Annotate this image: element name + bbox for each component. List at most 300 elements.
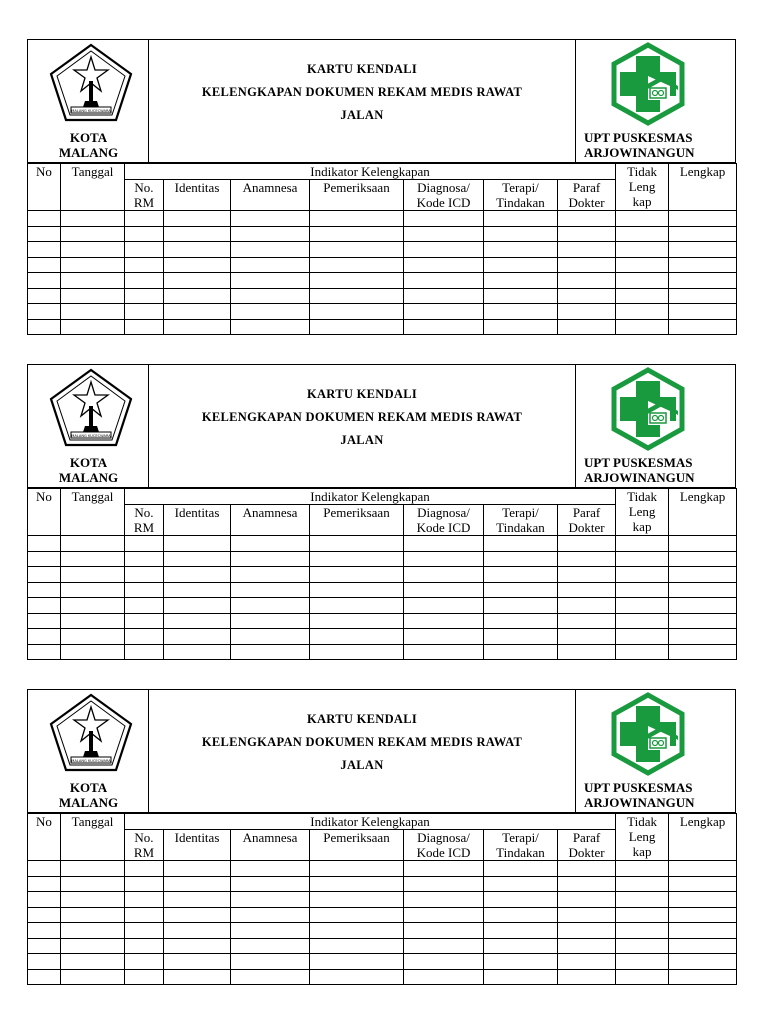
- table-cell[interactable]: [28, 876, 61, 892]
- table-cell[interactable]: [558, 644, 616, 660]
- table-cell[interactable]: [310, 567, 404, 583]
- table-cell[interactable]: [404, 242, 484, 258]
- terapi-line2: Tindakan: [496, 520, 545, 535]
- table-cell[interactable]: [404, 629, 484, 645]
- table-cell[interactable]: [484, 598, 558, 614]
- table-cell[interactable]: [669, 257, 737, 273]
- table-cell[interactable]: [231, 304, 310, 320]
- table-cell[interactable]: [164, 861, 231, 877]
- table-cell[interactable]: [558, 551, 616, 567]
- table-cell[interactable]: [231, 923, 310, 939]
- table-cell[interactable]: [484, 273, 558, 289]
- table-cell[interactable]: [61, 257, 125, 273]
- table-cell[interactable]: [669, 567, 737, 583]
- emblem-text: MALANG KUCECWARA: [71, 759, 111, 763]
- table-cell[interactable]: [404, 892, 484, 908]
- table-cell[interactable]: [310, 551, 404, 567]
- table-cell[interactable]: [310, 923, 404, 939]
- city-label-line2: MALANG: [58, 795, 119, 810]
- table-cell[interactable]: [61, 288, 125, 304]
- table-cell[interactable]: [484, 226, 558, 242]
- table-cell[interactable]: [125, 907, 164, 923]
- table-cell[interactable]: [164, 288, 231, 304]
- table-cell[interactable]: [231, 907, 310, 923]
- table-cell[interactable]: [484, 629, 558, 645]
- table-cell[interactable]: [28, 598, 61, 614]
- table-row: [28, 644, 737, 660]
- table-cell[interactable]: [231, 861, 310, 877]
- table-cell[interactable]: [231, 938, 310, 954]
- table-cell[interactable]: [616, 876, 669, 892]
- table-cell[interactable]: [61, 613, 125, 629]
- table-cell[interactable]: [125, 273, 164, 289]
- table-cell[interactable]: [310, 304, 404, 320]
- table-cell[interactable]: [125, 876, 164, 892]
- table-cell[interactable]: [669, 598, 737, 614]
- table-cell[interactable]: [310, 938, 404, 954]
- table-cell[interactable]: [669, 892, 737, 908]
- table-cell[interactable]: [125, 892, 164, 908]
- table-cell[interactable]: [484, 644, 558, 660]
- table-cell[interactable]: [616, 551, 669, 567]
- table-cell[interactable]: [310, 536, 404, 552]
- table-cell[interactable]: [231, 273, 310, 289]
- control-card: [27, 689, 736, 985]
- table-cell[interactable]: [164, 582, 231, 598]
- table-cell[interactable]: [164, 969, 231, 985]
- table-cell[interactable]: [231, 876, 310, 892]
- table-cell[interactable]: [28, 969, 61, 985]
- table-cell[interactable]: [231, 954, 310, 970]
- table-cell[interactable]: [669, 954, 737, 970]
- table-cell[interactable]: [484, 582, 558, 598]
- table-cell[interactable]: [61, 954, 125, 970]
- table-cell[interactable]: [484, 567, 558, 583]
- table-cell[interactable]: [231, 969, 310, 985]
- table-cell[interactable]: [616, 954, 669, 970]
- table-cell[interactable]: [231, 892, 310, 908]
- table-cell[interactable]: [616, 598, 669, 614]
- table-cell[interactable]: [231, 319, 310, 335]
- table-cell[interactable]: [310, 907, 404, 923]
- table-cell[interactable]: [484, 536, 558, 552]
- table-cell[interactable]: [164, 938, 231, 954]
- table-cell[interactable]: [125, 923, 164, 939]
- table-cell[interactable]: [231, 288, 310, 304]
- table-cell[interactable]: [310, 582, 404, 598]
- table-cell[interactable]: [310, 629, 404, 645]
- city-label-line1: KOTA: [69, 455, 108, 470]
- table-cell[interactable]: [404, 954, 484, 970]
- table-cell[interactable]: [558, 319, 616, 335]
- paraf-line2: Dokter: [568, 520, 605, 535]
- table-cell[interactable]: [404, 551, 484, 567]
- table-cell[interactable]: [125, 598, 164, 614]
- table-cell[interactable]: [484, 551, 558, 567]
- city-cell: [28, 40, 149, 162]
- table-cell[interactable]: [484, 861, 558, 877]
- table-cell[interactable]: [404, 876, 484, 892]
- table-row: [28, 567, 737, 583]
- table-cell[interactable]: [61, 938, 125, 954]
- paraf-line2: Dokter: [568, 195, 605, 210]
- table-cell[interactable]: [484, 892, 558, 908]
- table-cell[interactable]: [404, 211, 484, 227]
- table-cell[interactable]: [558, 242, 616, 258]
- table-cell[interactable]: [164, 613, 231, 629]
- table-cell[interactable]: [558, 536, 616, 552]
- table-cell[interactable]: [404, 304, 484, 320]
- table-row: [28, 892, 737, 908]
- table-cell[interactable]: [669, 304, 737, 320]
- table-cell[interactable]: [310, 226, 404, 242]
- table-cell[interactable]: [231, 613, 310, 629]
- table-row: [28, 954, 737, 970]
- col-header-diagnosa: [404, 180, 484, 211]
- table-cell[interactable]: [616, 211, 669, 227]
- table-cell[interactable]: [125, 551, 164, 567]
- table-cell[interactable]: [28, 226, 61, 242]
- table-cell[interactable]: [61, 644, 125, 660]
- table-cell[interactable]: [231, 582, 310, 598]
- table-cell[interactable]: [28, 257, 61, 273]
- col-header-lengkap: Lengkap: [669, 814, 737, 861]
- emblem-text: MALANG KUCECWARA: [71, 109, 111, 113]
- table-cell[interactable]: [28, 629, 61, 645]
- table-cell[interactable]: [404, 536, 484, 552]
- table-cell[interactable]: [164, 567, 231, 583]
- table-cell[interactable]: [61, 969, 125, 985]
- col-header-anamnesa: Anamnesa: [231, 830, 310, 861]
- table-cell[interactable]: [28, 288, 61, 304]
- table-cell[interactable]: [616, 304, 669, 320]
- table-cell[interactable]: [125, 582, 164, 598]
- table-cell[interactable]: [558, 969, 616, 985]
- table-cell[interactable]: [616, 319, 669, 335]
- table-cell[interactable]: [669, 876, 737, 892]
- table-cell[interactable]: [125, 613, 164, 629]
- table-cell[interactable]: [484, 954, 558, 970]
- table-cell[interactable]: [616, 892, 669, 908]
- table-cell[interactable]: [61, 536, 125, 552]
- table-cell[interactable]: [61, 629, 125, 645]
- table-cell[interactable]: [164, 644, 231, 660]
- table-cell[interactable]: [231, 536, 310, 552]
- table-cell[interactable]: [125, 288, 164, 304]
- table-cell[interactable]: [61, 907, 125, 923]
- table-cell[interactable]: [404, 598, 484, 614]
- table-cell[interactable]: [404, 273, 484, 289]
- table-cell[interactable]: [61, 923, 125, 939]
- table-cell[interactable]: [164, 923, 231, 939]
- table-cell[interactable]: [404, 613, 484, 629]
- table-cell[interactable]: [669, 242, 737, 258]
- table-cell[interactable]: [125, 629, 164, 645]
- table-cell[interactable]: [231, 211, 310, 227]
- table-cell[interactable]: [28, 582, 61, 598]
- table-cell[interactable]: [164, 211, 231, 227]
- table-cell[interactable]: [484, 257, 558, 273]
- table-cell[interactable]: [310, 613, 404, 629]
- puskesmas-logo-icon: [606, 367, 690, 451]
- table-cell[interactable]: [310, 257, 404, 273]
- table-row: [28, 288, 737, 304]
- table-cell[interactable]: [28, 319, 61, 335]
- table-cell[interactable]: [310, 892, 404, 908]
- table-cell[interactable]: [164, 907, 231, 923]
- table-cell[interactable]: [310, 598, 404, 614]
- table-cell[interactable]: [484, 969, 558, 985]
- table-cell[interactable]: [28, 938, 61, 954]
- table-cell[interactable]: [61, 226, 125, 242]
- table-cell[interactable]: [558, 938, 616, 954]
- table-cell[interactable]: [669, 969, 737, 985]
- table-cell[interactable]: [404, 582, 484, 598]
- table-cell[interactable]: [61, 551, 125, 567]
- table-cell[interactable]: [669, 644, 737, 660]
- table-cell[interactable]: [558, 907, 616, 923]
- table-cell[interactable]: [404, 907, 484, 923]
- table-cell[interactable]: [616, 938, 669, 954]
- malang-emblem-icon: [49, 368, 133, 448]
- table-cell[interactable]: [164, 226, 231, 242]
- terapi-line2: Tindakan: [496, 195, 545, 210]
- table-cell[interactable]: [558, 288, 616, 304]
- table-cell[interactable]: [28, 536, 61, 552]
- table-cell[interactable]: [404, 319, 484, 335]
- table-cell[interactable]: [61, 598, 125, 614]
- table-cell[interactable]: [125, 304, 164, 320]
- tidak-line3: kap: [632, 519, 652, 534]
- card-header: [27, 364, 736, 488]
- table-cell[interactable]: [28, 567, 61, 583]
- table-cell[interactable]: [231, 257, 310, 273]
- table-cell[interactable]: [558, 273, 616, 289]
- table-cell[interactable]: [484, 242, 558, 258]
- table-cell[interactable]: [164, 892, 231, 908]
- table-cell[interactable]: [616, 861, 669, 877]
- table-cell[interactable]: [28, 211, 61, 227]
- table-cell[interactable]: [616, 907, 669, 923]
- table-row: [28, 211, 737, 227]
- table-cell[interactable]: [558, 304, 616, 320]
- table-cell[interactable]: [164, 273, 231, 289]
- table-cell[interactable]: [669, 938, 737, 954]
- table-cell[interactable]: [669, 211, 737, 227]
- table-cell[interactable]: [669, 907, 737, 923]
- table-cell[interactable]: [125, 242, 164, 258]
- table-cell[interactable]: [125, 644, 164, 660]
- table-cell[interactable]: [616, 536, 669, 552]
- table-cell[interactable]: [669, 613, 737, 629]
- table-cell[interactable]: [558, 923, 616, 939]
- table-cell[interactable]: [164, 551, 231, 567]
- table-cell[interactable]: [484, 938, 558, 954]
- table-cell[interactable]: [125, 536, 164, 552]
- table-cell[interactable]: [125, 567, 164, 583]
- table-cell[interactable]: [28, 892, 61, 908]
- table-cell[interactable]: [616, 644, 669, 660]
- terapi-line2: Tindakan: [496, 845, 545, 860]
- table-cell[interactable]: [125, 938, 164, 954]
- table-cell[interactable]: [669, 226, 737, 242]
- no-rm-line1: No.: [134, 505, 154, 520]
- table-cell[interactable]: [310, 969, 404, 985]
- col-header-identitas: Identitas: [164, 830, 231, 861]
- table-cell[interactable]: [616, 629, 669, 645]
- table-cell[interactable]: [669, 551, 737, 567]
- table-cell[interactable]: [164, 242, 231, 258]
- table-cell[interactable]: [484, 923, 558, 939]
- table-cell[interactable]: [616, 226, 669, 242]
- table-cell[interactable]: [616, 242, 669, 258]
- table-cell[interactable]: [558, 211, 616, 227]
- table-row: [28, 551, 737, 567]
- table-cell[interactable]: [669, 923, 737, 939]
- table-cell[interactable]: [558, 598, 616, 614]
- table-cell[interactable]: [404, 923, 484, 939]
- card-header: [27, 689, 736, 813]
- table-cell[interactable]: [310, 273, 404, 289]
- table-cell[interactable]: [61, 861, 125, 877]
- table-cell[interactable]: [558, 257, 616, 273]
- table-cell[interactable]: [616, 257, 669, 273]
- table-cell[interactable]: [28, 861, 61, 877]
- table-cell[interactable]: [61, 892, 125, 908]
- table-cell[interactable]: [61, 319, 125, 335]
- table-cell[interactable]: [558, 613, 616, 629]
- table-cell[interactable]: [28, 644, 61, 660]
- table-cell[interactable]: [28, 242, 61, 258]
- table-cell[interactable]: [61, 242, 125, 258]
- table-cell[interactable]: [125, 969, 164, 985]
- table-cell[interactable]: [164, 876, 231, 892]
- table-cell[interactable]: [164, 319, 231, 335]
- table-cell[interactable]: [558, 567, 616, 583]
- table-row: [28, 273, 737, 289]
- table-cell[interactable]: [310, 288, 404, 304]
- table-cell[interactable]: [616, 288, 669, 304]
- table-cell[interactable]: [669, 288, 737, 304]
- table-cell[interactable]: [616, 613, 669, 629]
- table-cell[interactable]: [558, 629, 616, 645]
- table-cell[interactable]: [404, 567, 484, 583]
- table-cell[interactable]: [484, 613, 558, 629]
- table-cell[interactable]: [404, 257, 484, 273]
- table-cell[interactable]: [61, 304, 125, 320]
- table-cell[interactable]: [125, 257, 164, 273]
- table-cell[interactable]: [164, 304, 231, 320]
- table-cell[interactable]: [310, 242, 404, 258]
- table-cell[interactable]: [231, 226, 310, 242]
- table-cell[interactable]: [164, 257, 231, 273]
- table-cell[interactable]: [404, 969, 484, 985]
- table-cell[interactable]: [404, 938, 484, 954]
- table-cell[interactable]: [164, 954, 231, 970]
- table-cell[interactable]: [669, 273, 737, 289]
- table-cell[interactable]: [310, 319, 404, 335]
- table-cell[interactable]: [616, 969, 669, 985]
- table-cell[interactable]: [28, 954, 61, 970]
- table-cell[interactable]: [404, 226, 484, 242]
- table-cell[interactable]: [616, 273, 669, 289]
- table-cell[interactable]: [669, 629, 737, 645]
- table-cell[interactable]: [484, 211, 558, 227]
- table-cell[interactable]: [164, 629, 231, 645]
- col-header-tanggal: Tanggal: [61, 814, 125, 861]
- tidak-line3: kap: [632, 844, 652, 859]
- table-cell[interactable]: [484, 907, 558, 923]
- table-cell[interactable]: [404, 288, 484, 304]
- table-cell[interactable]: [231, 644, 310, 660]
- table-cell[interactable]: [61, 582, 125, 598]
- table-cell[interactable]: [484, 876, 558, 892]
- table-cell[interactable]: [231, 567, 310, 583]
- table-cell[interactable]: [28, 551, 61, 567]
- table-cell[interactable]: [28, 273, 61, 289]
- table-cell[interactable]: [558, 861, 616, 877]
- table-cell[interactable]: [125, 954, 164, 970]
- table-cell[interactable]: [558, 954, 616, 970]
- table-cell[interactable]: [616, 582, 669, 598]
- table-cell[interactable]: [669, 582, 737, 598]
- table-cell[interactable]: [404, 644, 484, 660]
- table-cell[interactable]: [231, 551, 310, 567]
- table-cell[interactable]: [231, 629, 310, 645]
- table-cell[interactable]: [231, 242, 310, 258]
- table-cell[interactable]: [310, 644, 404, 660]
- table-cell[interactable]: [61, 273, 125, 289]
- table-cell[interactable]: [125, 226, 164, 242]
- table-cell[interactable]: [484, 288, 558, 304]
- table-cell[interactable]: [310, 861, 404, 877]
- table-cell[interactable]: [310, 954, 404, 970]
- table-cell[interactable]: [28, 907, 61, 923]
- table-cell[interactable]: [125, 861, 164, 877]
- table-cell[interactable]: [310, 876, 404, 892]
- table-cell[interactable]: [310, 211, 404, 227]
- table-cell[interactable]: [28, 304, 61, 320]
- table-cell[interactable]: [404, 861, 484, 877]
- table-cell[interactable]: [669, 861, 737, 877]
- table-cell[interactable]: [28, 923, 61, 939]
- table-cell[interactable]: [61, 876, 125, 892]
- col-header-pemeriksaan: Pemeriksaan: [310, 505, 404, 536]
- paraf-line1: Paraf: [572, 505, 601, 520]
- table-cell[interactable]: [558, 226, 616, 242]
- table-cell[interactable]: [484, 319, 558, 335]
- table-cell[interactable]: [484, 304, 558, 320]
- table-cell[interactable]: [558, 892, 616, 908]
- table-cell[interactable]: [558, 582, 616, 598]
- table-row: [28, 861, 737, 877]
- table-cell[interactable]: [231, 598, 310, 614]
- table-cell[interactable]: [61, 211, 125, 227]
- table-cell[interactable]: [164, 536, 231, 552]
- control-card: [27, 39, 736, 335]
- table-cell[interactable]: [28, 613, 61, 629]
- table-cell[interactable]: [61, 567, 125, 583]
- table-cell[interactable]: [616, 567, 669, 583]
- title-cell: [149, 365, 575, 487]
- table-cell[interactable]: [616, 923, 669, 939]
- table-cell[interactable]: [669, 536, 737, 552]
- table-cell[interactable]: [125, 319, 164, 335]
- table-cell[interactable]: [125, 211, 164, 227]
- table-cell[interactable]: [558, 876, 616, 892]
- table-cell[interactable]: [669, 319, 737, 335]
- table-cell[interactable]: [164, 598, 231, 614]
